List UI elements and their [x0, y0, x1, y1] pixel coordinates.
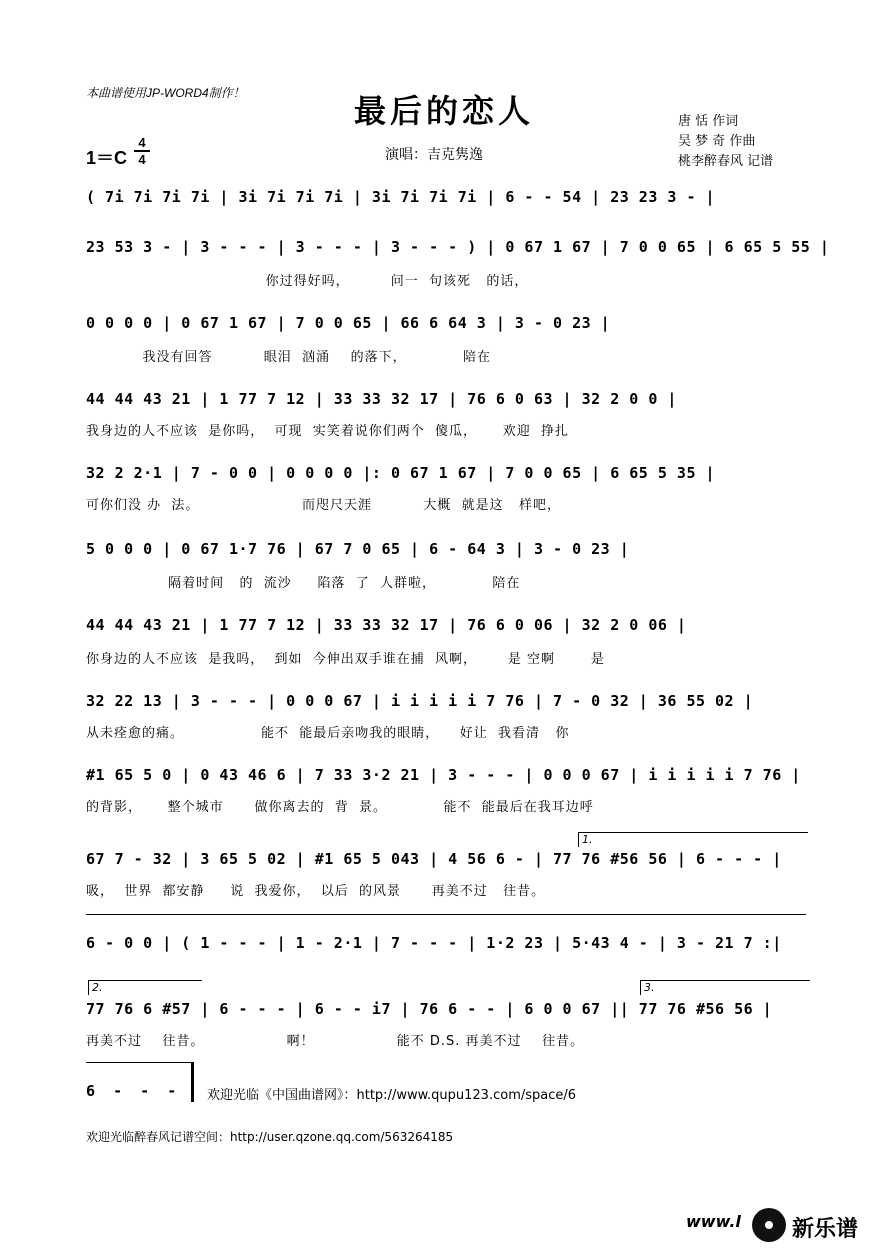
- lyric-line-4: 我身边的人不应该 是你吗， 可现 实笑着说你们两个 傻瓜， 欢迎 挣扎: [86, 424, 569, 439]
- song-title: 最后的恋人: [353, 92, 534, 130]
- lyric-line-3: 我没有回答 眼泪 汹涌 的落下， 陪在: [86, 350, 492, 365]
- score-line-3: 0 0 0 0 | 0 67 1 67 | 7 0 0 65 | 66 6 64 3 | 3 - 0 23 |: [86, 314, 611, 332]
- composer-credit: 吴 梦 奇 作曲: [678, 134, 756, 149]
- qzone-link[interactable]: 欢迎光临醉春风记谱空间：http://user.qzone.qq.com/563264185: [86, 1130, 454, 1144]
- time-bottom: 4: [138, 152, 146, 167]
- time-top: 4: [138, 135, 146, 150]
- lyric-line-2: 你过得好吗， 问一 句该死 的话，: [86, 274, 529, 289]
- score-line-9: #1 65 5 0 | 0 43 46 6 | 7 33 3·2 21 | 3 - - - | 0 0 0 67 | i i i i i 7 76 |: [86, 766, 801, 784]
- time-signature: [134, 136, 150, 166]
- score-line-11: 6 - 0 0 | ( 1 - - - | 1 - 2·1 | 7 - - - | 1·2 23 | 5·43 4 - | 3 - 21 7 :|: [86, 934, 782, 952]
- score-line-8: 32 22 13 | 3 - - - | 0 0 0 67 | i i i i i 7 76 | 7 - 0 32 | 36 55 02 |: [86, 692, 754, 710]
- lyric-line-8: 从未痊愈的痛。 能不 能最后亲吻我的眼睛， 好让 我看清 你: [86, 726, 570, 741]
- lyric-line-12: 再美不过 往昔。 啊！ 能不 D.S. 再美不过 往昔。: [86, 1034, 585, 1049]
- system-rule: [86, 914, 806, 915]
- key-signature: 1＝C: [86, 148, 128, 168]
- score-line-6: 5 0 0 0 | 0 67 1·7 76 | 67 7 0 65 | 6 - 64 3 | 3 - 0 23 |: [86, 540, 630, 558]
- score-line-5: 32 2 2·1 | 7 - 0 0 | 0 0 0 0 |: 0 67 1 67 | 7 0 0 65 | 6 65 5 35 |: [86, 464, 716, 482]
- transcriber-credit: 桃李醉春风 记谱: [678, 154, 774, 169]
- ending-bracket-2: 2.: [88, 980, 202, 995]
- logo-url: www.l: [686, 1212, 741, 1231]
- closing-notes: 6 - - -: [86, 1082, 177, 1100]
- lyric-line-9: 的背影， 整个城市 做你离去的 背 景。 能不 能最后在我耳边呼: [86, 800, 594, 815]
- singer-credit: 演唱：吉克隽逸: [385, 147, 483, 163]
- lyric-line-6: 隔着时间 的 流沙 陷落 了 人群啦， 陪在: [86, 576, 521, 591]
- score-line-12: 77 76 6 #57 | 6 - - - | 6 - - i7 | 76 6 - - | 6 0 0 67 || 77 76 #56 56 |: [86, 1000, 773, 1018]
- ending-bracket-3: 3.: [640, 980, 810, 995]
- credits-block: [678, 112, 773, 172]
- site-link[interactable]: 欢迎光临《中国曲谱网》：http://www.qupu123.com/space/6: [207, 1088, 577, 1103]
- score-line-1: ( 7i 7i 7i 7i | 3i 7i 7i 7i | 3i 7i 7i 7i | 6 - - 54 | 23 23 3 - |: [86, 188, 716, 206]
- score-line-2: 23 53 3 - | 3 - - - | 3 - - - | 3 - - - ) | 0 67 1 67 | 7 0 0 65 | 6 65 5 55 |: [86, 238, 830, 256]
- vinyl-record-icon: [752, 1208, 786, 1242]
- lyric-line-7: 你身边的人不应该 是我吗， 到如 今伸出双手谁在捕 风啊， 是 空啊 是: [86, 652, 605, 667]
- score-line-10: 67 7 - 32 | 3 65 5 02 | #1 65 5 043 | 4 56 6 - | 77 76 #56 56 | 6 - - - |: [86, 850, 782, 868]
- score-line-7: 44 44 43 21 | 1 77 7 12 | 33 33 32 17 | 76 6 0 06 | 32 2 0 06 |: [86, 616, 687, 634]
- software-note: 本曲谱使用JP-WORD4制作！: [86, 86, 245, 100]
- ending-bracket-1: 1.: [578, 832, 808, 847]
- lyric-line-5: 可你们没 办 法。 而咫尺天涯 大概 就是这 样吧，: [86, 498, 562, 513]
- score-line-4: 44 44 43 21 | 1 77 7 12 | 33 33 32 17 | 76 6 0 63 | 32 2 0 0 |: [86, 390, 677, 408]
- lyricist-credit: 唐 恬 作词: [678, 114, 739, 129]
- brand-logo: 新乐谱: [792, 1217, 859, 1242]
- lyric-line-10: 吸， 世界 都安静 说 我爱你， 以后 的风景 再美不过 往昔。: [86, 884, 546, 899]
